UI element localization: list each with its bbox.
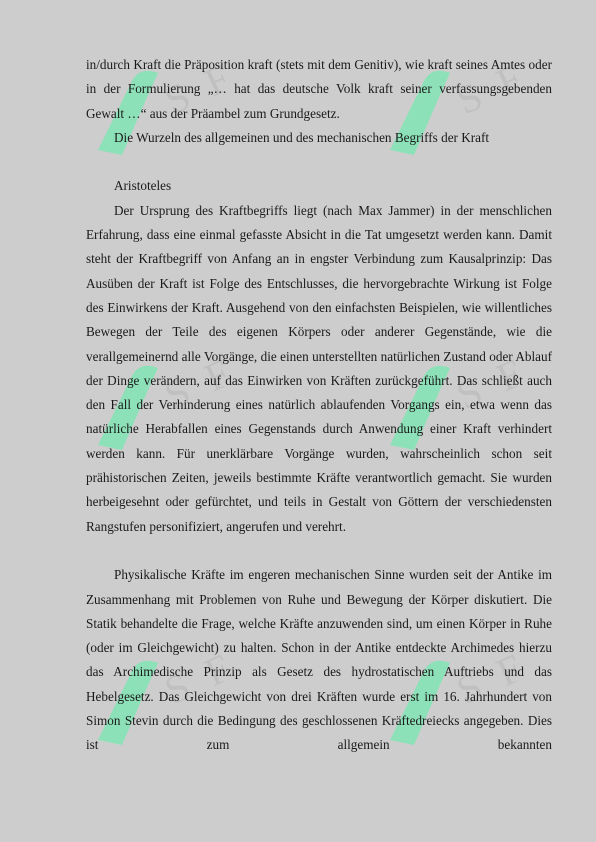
svg-text:F: F — [489, 55, 529, 106]
svg-text:F: F — [197, 350, 237, 401]
svg-text:F: F — [489, 350, 529, 401]
svg-text:S: S — [157, 72, 197, 124]
svg-text:F: F — [197, 645, 237, 696]
svg-text:F: F — [197, 55, 237, 106]
paragraph-origin: Der Ursprung des Kraftbegriffs liegt (nach Max Jammer) in der menschlichen Erfahrung, dass eine einmal gefasste Absicht in die Tat umgesetzt werden kann. Damit steht der Kraftbegriff von Anfang an in engster Verbindung zum Kausalprinzip: Das Ausüben der Kraft ist Folge des Entschlusses, die hervorgebrachte Wirkung ist Folge des Einwirkens der Kraft. Ausgehend von den einfachsten Beispielen, wie willentliches Bewegen der Teile des eigenen Körpers oder anderer Gegenstände, wie die verallgemeinernd alle Vorgänge, die einen unterstellten natürlichen Zustand oder Ablauf der Dinge verändern, auf das Einwirken von Kräften zurückgeführt. Das schließt auch den Fall der Verhinderung eines natürlich ablaufenden Vorgangs ein, etwa wenn das natürliche Herabfallen eines Gegenstands durch Anwendung einer Kraft verhindert werden kann. Für unerklärbare Vorgänge wurden, wahrscheinlich schon seit prähistorischen Zeiten, jeweils bestimmte Kräfte verantwortlich gemacht. Sie wurden herbeigesehnt oder gefürchtet, und teils in Gestalt von Göttern der verschiedensten Rangstufen personifiziert, angerufen und verehrt. — [86, 202, 552, 534]
svg-text:S: S — [449, 367, 489, 419]
paragraph-continuation: in/durch Kraft die Präposition kraft (stets mit dem Genitiv), wie kraft seines Amtes oder in der Formulierung „… hat das deutsche Volk kraft seiner verfassungsgebenden Gewalt …“ aus der Präambel zum Grundgesetz. — [86, 57, 552, 121]
svg-text:S: S — [449, 72, 489, 124]
svg-text:S: S — [449, 662, 489, 714]
document-body — [86, 53, 552, 758]
svg-text:S: S — [157, 367, 197, 419]
blank-line — [86, 539, 552, 563]
blank-line — [86, 150, 552, 174]
svg-text:F: F — [489, 645, 529, 696]
paragraph-physical-forces: Physikalische Kräfte im engeren mechanischen Sinne wurden seit der Antike im Zusammenhang mit Problemen von Ruhe und Bewegung der Körper diskutiert. Die Statik behandelte die Frage, welche Kräfte anzuwenden sind, um einen Körper in Ruhe (oder im Gleichgewicht) zu halten. Schon in der Antike entdeckte Archimedes hierzu das Archimedische Prinzip als Gesetz des hydrostatischen Auftriebs und das Hebelgesetz. Das Gleichgewicht von drei Kräften wurde erst im 16. Jahrhundert von Simon Stevin durch die Bedingung des geschlossenen Kräftedreiecks angegeben. Dies ist zum allgemein bekannten — [86, 567, 552, 753]
subsection-heading: Aristoteles — [114, 178, 172, 194]
svg-text:S: S — [157, 662, 197, 714]
section-heading: Die Wurzeln des allgemeinen und des mechanischen Begriffs der Kraft — [114, 129, 490, 145]
